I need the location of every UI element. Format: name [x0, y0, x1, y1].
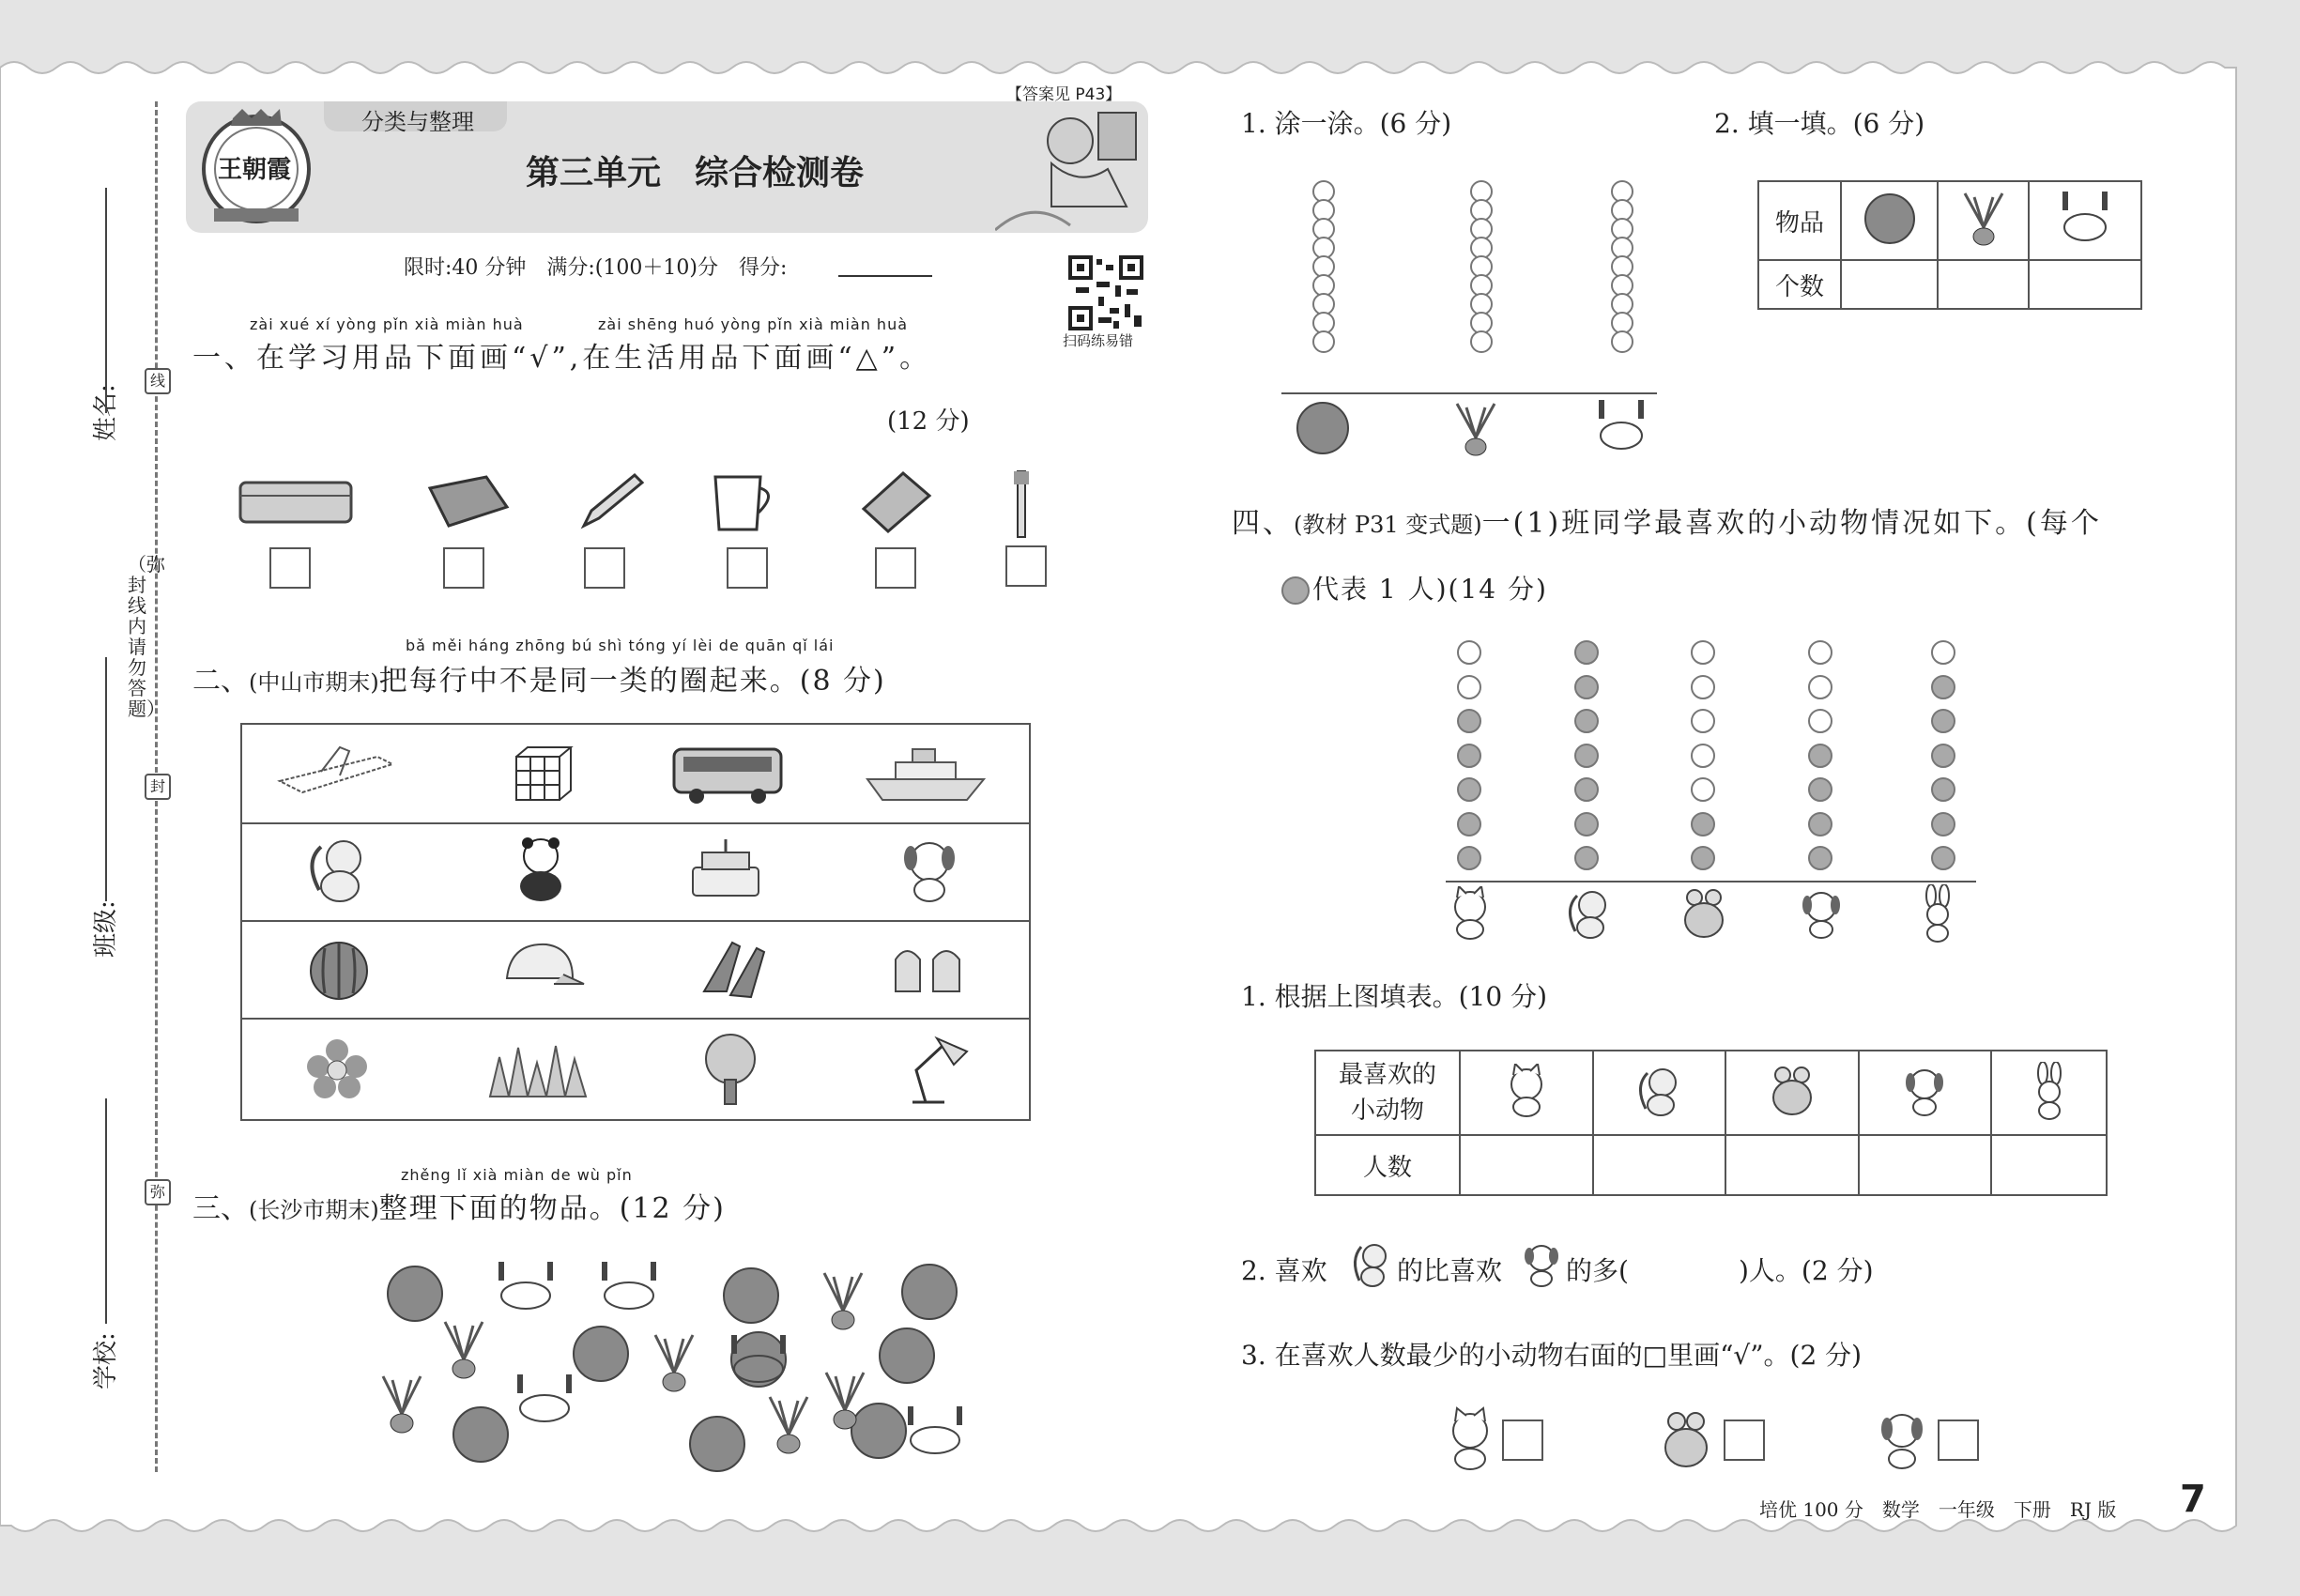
- school-blank[interactable]: [105, 1098, 107, 1324]
- class-label: 班级:: [92, 900, 120, 958]
- squirrel-icon: [1348, 1239, 1393, 1292]
- birthday-cake-icon[interactable]: [683, 834, 768, 905]
- header-kid-illustration-icon: [995, 103, 1155, 235]
- q3-2-count-label: 个数: [1758, 260, 1841, 309]
- q1-answer-box-2[interactable]: [443, 547, 484, 589]
- q1-title: 一、在学习用品下面画“√”,在生活用品下面画“△”。: [192, 342, 932, 375]
- paint-circle[interactable]: [1470, 330, 1493, 353]
- filled-circle: [1574, 846, 1599, 870]
- basketball-icon: [723, 1267, 779, 1324]
- filled-circle: [1457, 812, 1481, 836]
- filled-circle-icon: [1281, 576, 1310, 605]
- puppy-icon: [1519, 1239, 1564, 1292]
- flower-icon[interactable]: [304, 1036, 370, 1102]
- q4-chart-baseline: [1446, 881, 1976, 882]
- q3-pinyin: zhěng lǐ xià miàn de wù pǐn: [401, 1166, 633, 1184]
- shuttlecock-icon: [1957, 188, 2010, 250]
- filled-circle: [1931, 675, 1955, 699]
- name-label: 姓名:: [92, 384, 120, 441]
- rubiks-cube-icon[interactable]: [511, 744, 576, 806]
- q1-pinyin-b: zài shēng huó yòng pǐn xià miàn huà: [598, 315, 909, 333]
- filled-circle: [1457, 744, 1481, 768]
- filled-circle: [1457, 846, 1481, 870]
- mark-fold: 弥: [145, 1179, 171, 1205]
- q3-2-table: [1757, 180, 2142, 310]
- toothbrush-icon: [1004, 468, 1042, 543]
- frog-icon: [1678, 886, 1730, 941]
- q2-pinyin: bǎ měi háng zhōng bú shì tóng yí lèi de quān qǐ lái: [406, 637, 835, 654]
- q3-2-count-cell[interactable]: [1938, 260, 2029, 309]
- tree-icon[interactable]: [697, 1033, 764, 1106]
- paint-circle[interactable]: [1312, 330, 1335, 353]
- high-heels-icon[interactable]: [698, 935, 770, 1003]
- filled-circle: [1808, 777, 1832, 802]
- filled-circle: [1931, 709, 1955, 733]
- grass-icon[interactable]: [484, 1038, 597, 1100]
- q4-3-answer-box-kitten[interactable]: [1502, 1420, 1543, 1461]
- empty-circle: [1691, 640, 1715, 665]
- puppy-icon: [1898, 1064, 1951, 1118]
- q1-answer-box-4[interactable]: [727, 547, 768, 589]
- empty-circle: [1931, 640, 1955, 665]
- q4-1-count-label: 人数: [1315, 1135, 1460, 1195]
- q1-score: (12 分): [887, 407, 970, 436]
- cup-icon: [706, 468, 781, 537]
- q4-1-count-cell[interactable]: [1725, 1135, 1859, 1195]
- q4-1-title: 1. 根据上图填表。(10 分): [1241, 981, 1547, 1012]
- q4-3-answer-box-puppy[interactable]: [1938, 1420, 1979, 1461]
- q3-heading: 三、(长沙市期末)整理下面的物品。(12 分): [192, 1192, 726, 1225]
- filled-circle: [1457, 777, 1481, 802]
- empty-circle: [1691, 709, 1715, 733]
- q3-2-count-cell[interactable]: [2029, 260, 2141, 309]
- filled-circle: [1931, 777, 1955, 802]
- filled-circle: [1691, 812, 1715, 836]
- empty-circle: [1808, 640, 1832, 665]
- rabbit-icon: [2027, 1062, 2072, 1120]
- shuttlecock-icon: [760, 1391, 817, 1459]
- q3-2-count-cell[interactable]: [1841, 260, 1938, 309]
- squirrel-icon[interactable]: [302, 834, 374, 905]
- filled-circle: [1574, 640, 1599, 665]
- q2-heading: 二、(中山市期末)把每行中不是同一类的圈起来。(8 分): [192, 665, 886, 698]
- puppy-icon: [1876, 1406, 1928, 1472]
- empty-circle: [1691, 744, 1715, 768]
- filled-circle: [1574, 675, 1599, 699]
- mittens-icon[interactable]: [888, 935, 969, 1003]
- filled-circle: [1574, 709, 1599, 733]
- class-blank[interactable]: [105, 657, 107, 901]
- q3-2-item-label: 物品: [1758, 181, 1841, 260]
- qr-code-icon[interactable]: [1068, 255, 1143, 330]
- q4-heading: 四、(教材 P31 变式题)一(1)班同学最喜欢的小动物情况如下。(每个: [1232, 507, 2102, 540]
- score-blank[interactable]: [838, 275, 932, 277]
- basketball-icon: [452, 1406, 509, 1463]
- page-title: 第三单元 综合检测卷: [526, 154, 865, 192]
- q3-1-title: 1. 涂一涂。(6 分): [1241, 108, 1452, 139]
- puppy-icon: [1795, 886, 1848, 941]
- kitten-icon: [1444, 886, 1496, 941]
- empty-circle: [1808, 709, 1832, 733]
- frog-icon: [1766, 1064, 1818, 1118]
- q4-2-part-c: 的多(: [1566, 1255, 1629, 1286]
- puppy-icon[interactable]: [894, 834, 965, 905]
- towel-icon: [421, 469, 514, 535]
- kitten-icon: [1500, 1064, 1553, 1118]
- q4-1-count-cell[interactable]: [1991, 1135, 2107, 1195]
- squirrel-icon: [1633, 1064, 1685, 1118]
- footer-book: 培优 100 分 数学 一年级 下册 RJ 版: [1759, 1498, 2117, 1521]
- shuttlecock-icon: [817, 1367, 873, 1435]
- bus-icon[interactable]: [668, 742, 787, 807]
- empty-circle: [1808, 675, 1832, 699]
- q4-1-count-cell[interactable]: [1859, 1135, 1992, 1195]
- basketball-icon: [901, 1264, 958, 1320]
- q3-1-baseline: [1281, 392, 1657, 394]
- empty-circle: [1691, 777, 1715, 802]
- mark-seal: 封: [145, 774, 171, 800]
- q4-1-table: [1314, 1050, 2108, 1196]
- filled-circle: [1931, 846, 1955, 870]
- shuttlecock-icon: [646, 1329, 702, 1397]
- logo-text: 王朝霞: [218, 156, 292, 184]
- q4-2-part-b: 的比喜欢: [1397, 1255, 1503, 1286]
- q1-answer-box-1[interactable]: [269, 547, 311, 589]
- name-blank[interactable]: [105, 188, 107, 413]
- section-label: 分类与整理: [361, 109, 474, 135]
- q3-2-title: 2. 填一填。(6 分): [1714, 108, 1925, 139]
- q1-pinyin-a: zài xué xí yòng pǐn xià miàn huà: [250, 315, 524, 333]
- empty-circle: [1457, 675, 1481, 699]
- q4-3-title: 3. 在喜欢人数最少的小动物右面的□里画“√”。(2 分): [1241, 1340, 1863, 1371]
- panda-icon[interactable]: [505, 834, 576, 905]
- jump-rope-icon: [507, 1371, 582, 1427]
- filled-circle: [1808, 846, 1832, 870]
- frog-icon: [1660, 1408, 1712, 1472]
- filled-circle: [1691, 846, 1715, 870]
- qr-caption: 扫码练易错: [1063, 332, 1134, 349]
- no-answer-note: （弥封线内请勿答题）: [128, 553, 165, 720]
- q4-2-part-d: )人。(2 分): [1739, 1255, 1874, 1286]
- q4-2-answer-blank[interactable]: [1633, 1249, 1737, 1286]
- rabbit-icon: [1915, 884, 1960, 943]
- page-number: 7: [2180, 1478, 2206, 1521]
- q4-3-answer-box-frog[interactable]: [1724, 1420, 1765, 1461]
- filled-circle: [1808, 812, 1832, 836]
- toothpaste-icon: [854, 468, 939, 537]
- q4-1-count-cell[interactable]: [1460, 1135, 1593, 1195]
- empty-circle: [1691, 675, 1715, 699]
- pencil-case-icon: [235, 469, 357, 535]
- ship-icon[interactable]: [862, 742, 989, 807]
- basketball-icon: [879, 1327, 935, 1384]
- cap-icon[interactable]: [498, 937, 586, 999]
- mark-line: 线: [145, 368, 171, 394]
- shuttlecock-icon: [1449, 398, 1502, 460]
- jump-rope-icon: [1588, 396, 1654, 458]
- shuttlecock-icon: [436, 1316, 492, 1384]
- basketball-icon: [387, 1266, 443, 1322]
- airplane-icon[interactable]: [274, 744, 396, 800]
- school-label: 学校:: [92, 1332, 120, 1389]
- q4-2-part-a: 2. 喜欢: [1241, 1255, 1327, 1286]
- jump-rope-icon: [488, 1258, 563, 1314]
- jump-rope-icon: [591, 1258, 667, 1314]
- filled-circle: [1457, 709, 1481, 733]
- desk-lamp-icon[interactable]: [897, 1033, 973, 1106]
- filled-circle: [1574, 744, 1599, 768]
- basketball-icon: [1862, 191, 1918, 247]
- q1-answer-box-6[interactable]: [1005, 545, 1047, 587]
- squirrel-icon: [1562, 886, 1615, 941]
- filled-circle: [1574, 777, 1599, 802]
- basketball-icon: [1296, 402, 1349, 454]
- empty-circle: [1457, 640, 1481, 665]
- q1-answer-box-3[interactable]: [584, 547, 625, 589]
- q4-1-animal-label: 最喜欢的 小动物: [1315, 1051, 1460, 1135]
- watermelon-icon[interactable]: [306, 935, 372, 1003]
- jump-rope-icon: [2052, 188, 2118, 250]
- shuttlecock-icon: [374, 1371, 430, 1438]
- filled-circle: [1931, 812, 1955, 836]
- shuttlecock-icon: [815, 1267, 871, 1335]
- filled-circle: [1574, 812, 1599, 836]
- filled-circle: [1931, 744, 1955, 768]
- pencil-icon: [573, 469, 648, 535]
- kitten-icon: [1444, 1406, 1496, 1472]
- q4-heading-cont: 代表 1 人)(14 分): [1312, 574, 1548, 605]
- q1-answer-box-5[interactable]: [875, 547, 916, 589]
- jump-rope-icon: [721, 1331, 796, 1388]
- exam-info: 限时:40 分钟 满分:(100＋10)分 得分:: [404, 256, 788, 280]
- paint-circle[interactable]: [1611, 330, 1633, 353]
- basketball-icon: [689, 1416, 745, 1472]
- answer-ref: 【答案见 P43】: [1006, 85, 1122, 104]
- filled-circle: [1808, 744, 1832, 768]
- q4-1-count-cell[interactable]: [1593, 1135, 1726, 1195]
- jump-rope-icon: [897, 1403, 973, 1459]
